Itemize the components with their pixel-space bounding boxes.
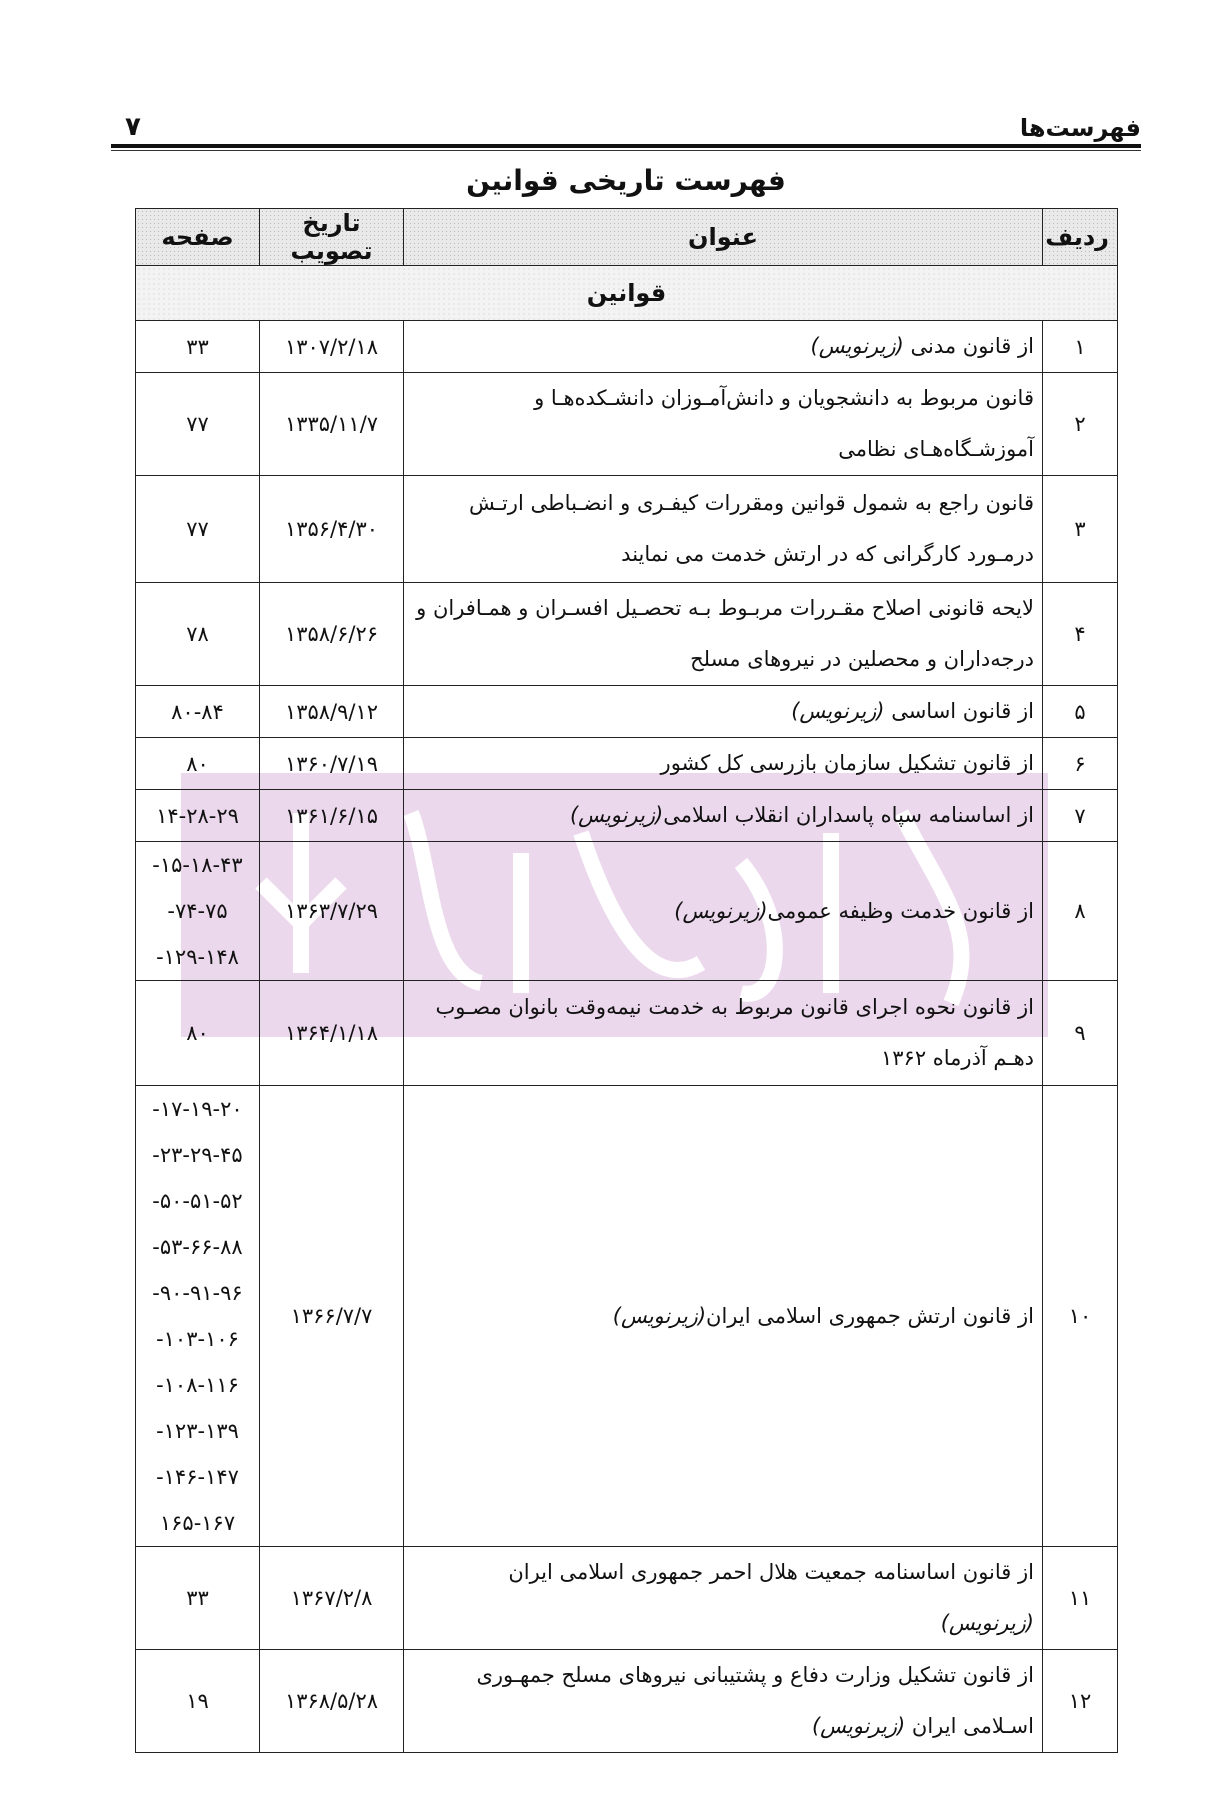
table-row [136,1086,1118,1547]
row-number: ۹ [1043,981,1118,1086]
approval-date: ۱۳۵۶/۴/۳۰ [260,476,404,583]
approval-date: ۱۳۶۳/۷/۲۹ [260,842,404,981]
header-approval-date: تاریخ تصویب [260,209,404,266]
law-title-text: از قانون تشکیل سازمان بازرسی کل کشور [660,751,1034,775]
row-number: ۸ [1043,842,1118,981]
page-references [136,1650,260,1753]
page-references [136,321,260,373]
footnote-note: (زیرنویس) [674,898,768,923]
section-row [136,266,1118,321]
header-rule [111,144,1141,148]
row-number: ۱۲ [1043,1650,1118,1753]
page-reference-line: ۱۶۵-۱۶۷ [159,1511,236,1535]
page-reference-line: ۱۲۳-۱۳۹- [156,1419,239,1443]
law-title-text: قانون راجع به شمول قوانین ومقررات کیفـری و انضـباطی ارتـش درمـورد کارگرانی که در ارتش خدمت می نمایند [469,491,1034,566]
page-references [136,1547,260,1650]
approval-date: ۱۳۵۸/۹/۱۲ [260,686,404,738]
law-title [404,790,1043,842]
page-reference-line: ۷۴-۷۵- [167,899,228,923]
law-title-text: قانون مربوط به دانشجویان و دانش‌آمـوزان دانشـکده‌هـا و آموزشـگاه‌هـای نظامی [534,386,1034,461]
table-row [136,981,1118,1086]
law-title [404,1547,1043,1650]
page-reference-line: ۱۰۳-۱۰۶- [156,1327,239,1351]
table-row [136,738,1118,790]
row-number: ۷ [1043,790,1118,842]
law-title-text: از اساسنامه سپاه پاسداران انقلاب اسلامی [663,803,1034,827]
law-title [404,321,1043,373]
header-rule-thin [111,150,1141,151]
table-row [136,583,1118,686]
page-references [136,1086,260,1547]
law-title [404,373,1043,476]
page-references [136,373,260,476]
footnote-note: (زیرنویس) [612,1303,707,1328]
row-number: ۴ [1043,583,1118,686]
page-reference-line: ۳۳ [186,334,209,359]
page-reference-line: ۱۷-۱۹-۲۰- [152,1097,243,1121]
page-reference-line: ۵۳-۶۶-۸۸- [152,1235,243,1259]
footnote-note: (زیرنویس) [940,1611,1034,1635]
approval-date: ۱۳۶۰/۷/۱۹ [260,738,404,790]
law-title-text: از قانون مدنی [903,334,1034,358]
page-reference-line: ۲۳-۲۹-۴۵- [152,1143,243,1167]
page-reference-line: ۷۸ [186,622,209,646]
footnote-note: (زیرنویس) [811,1714,906,1738]
approval-date: ۱۳۳۵/۱۱/۷ [260,373,404,476]
running-header [111,104,1141,146]
row-number: ۳ [1043,476,1118,583]
page-reference-line: ۱۹ [186,1689,209,1713]
page-references [136,738,260,790]
table-row [136,373,1118,476]
table-row [136,476,1118,583]
page-reference-line: ۱۲۹-۱۴۸- [156,945,239,969]
section-label: قوانین [136,266,1118,321]
table-row [136,790,1118,842]
law-title-text: از قانون نحوه اجرای قانون مربوط به خدمت نیمه‌وقت بانوان مصـوب دهـم آذرماه ۱۳۶۲ [435,995,1034,1070]
table-row [136,1547,1118,1650]
page-reference-line: ۸۰-۸۴ [171,699,224,724]
table-row [136,686,1118,738]
page-reference-line: ۱۴-۲۸-۲۹ [156,803,239,828]
page-reference-line: ۱۵-۱۸-۴۳- [152,853,243,877]
law-title [404,686,1043,738]
page-reference-line: ۳۳ [186,1586,209,1610]
row-number: ۱ [1043,321,1118,373]
approval-date: ۱۳۶۴/۱/۱۸ [260,981,404,1086]
laws-chronological-table [135,208,1118,1753]
table-row [136,321,1118,373]
page-number: ۷ [125,112,141,142]
footnote-note: (زیرنویس) [810,334,904,358]
table-header-row [136,209,1118,266]
law-title-text: از قانون تشکیل وزارت دفاع و پشتیبانی نیروهای مسلح جمهـوری اسـلامی ایران [476,1663,1034,1738]
page-reference-line: ۷۷ [186,517,209,541]
row-number: ۵ [1043,686,1118,738]
page-reference-line: ۹۰-۹۱-۹۶- [152,1281,243,1305]
law-title-text: از قانون اساسی [884,699,1034,723]
footnote-note: (زیرنویس) [569,803,664,827]
law-title-text: از قانون ارتش جمهوری اسلامی ایران [706,1303,1034,1328]
page-reference-line: ۸۰ [186,751,209,776]
law-title-text: از قانون اساسنامه جمعیت هلال احمر جمهوری اسلامی ایران [508,1560,1034,1584]
law-title [404,1650,1043,1753]
row-number: ۶ [1043,738,1118,790]
law-title [404,981,1043,1086]
page-reference-line: ۱۴۶-۱۴۷- [156,1465,239,1489]
page-references [136,842,260,981]
law-title [404,738,1043,790]
page-reference-line: ۸۰ [186,1021,209,1045]
approval-date: ۱۳۶۶/۷/۷ [260,1086,404,1547]
header-subject: عنوان [404,209,1043,266]
approval-date: ۱۳۵۸/۶/۲۶ [260,583,404,686]
law-title [404,476,1043,583]
page-references [136,583,260,686]
table-row [136,842,1118,981]
header-row-no: ردیف [1043,209,1118,266]
approval-date: ۱۳۰۷/۲/۱۸ [260,321,404,373]
page-reference-line: ۷۷ [186,412,209,436]
law-title [404,1086,1043,1547]
footnote-note: (زیرنویس) [791,699,885,723]
row-number: ۱۰ [1043,1086,1118,1547]
law-title [404,583,1043,686]
page-references [136,981,260,1086]
law-title-text: لایحه قانونی اصلاح مقـررات مربـوط بـه تحصـیل افسـران و همـافران و درجه‌داران و محصلین در نیروهای مسلح [416,596,1034,671]
law-title [404,842,1043,981]
approval-date: ۱۳۶۱/۶/۱۵ [260,790,404,842]
page-references [136,790,260,842]
law-title-text: از قانون خدمت وظیفه عمومی [767,898,1034,923]
page-references [136,686,260,738]
row-number: ۱۱ [1043,1547,1118,1650]
running-title: فهرست‌ها [1019,114,1141,142]
table-row [136,1650,1118,1753]
approval-date: ۱۳۶۷/۲/۸ [260,1547,404,1650]
row-number: ۲ [1043,373,1118,476]
page-references [136,476,260,583]
page-reference-line: ۵۰-۵۱-۵۲- [152,1189,243,1213]
header-page: صفحه [136,209,260,266]
approval-date: ۱۳۶۸/۵/۲۸ [260,1650,404,1753]
page-reference-line: ۱۰۸-۱۱۶- [156,1373,239,1397]
document-title: فهرست تاریخی قوانین [466,164,786,197]
